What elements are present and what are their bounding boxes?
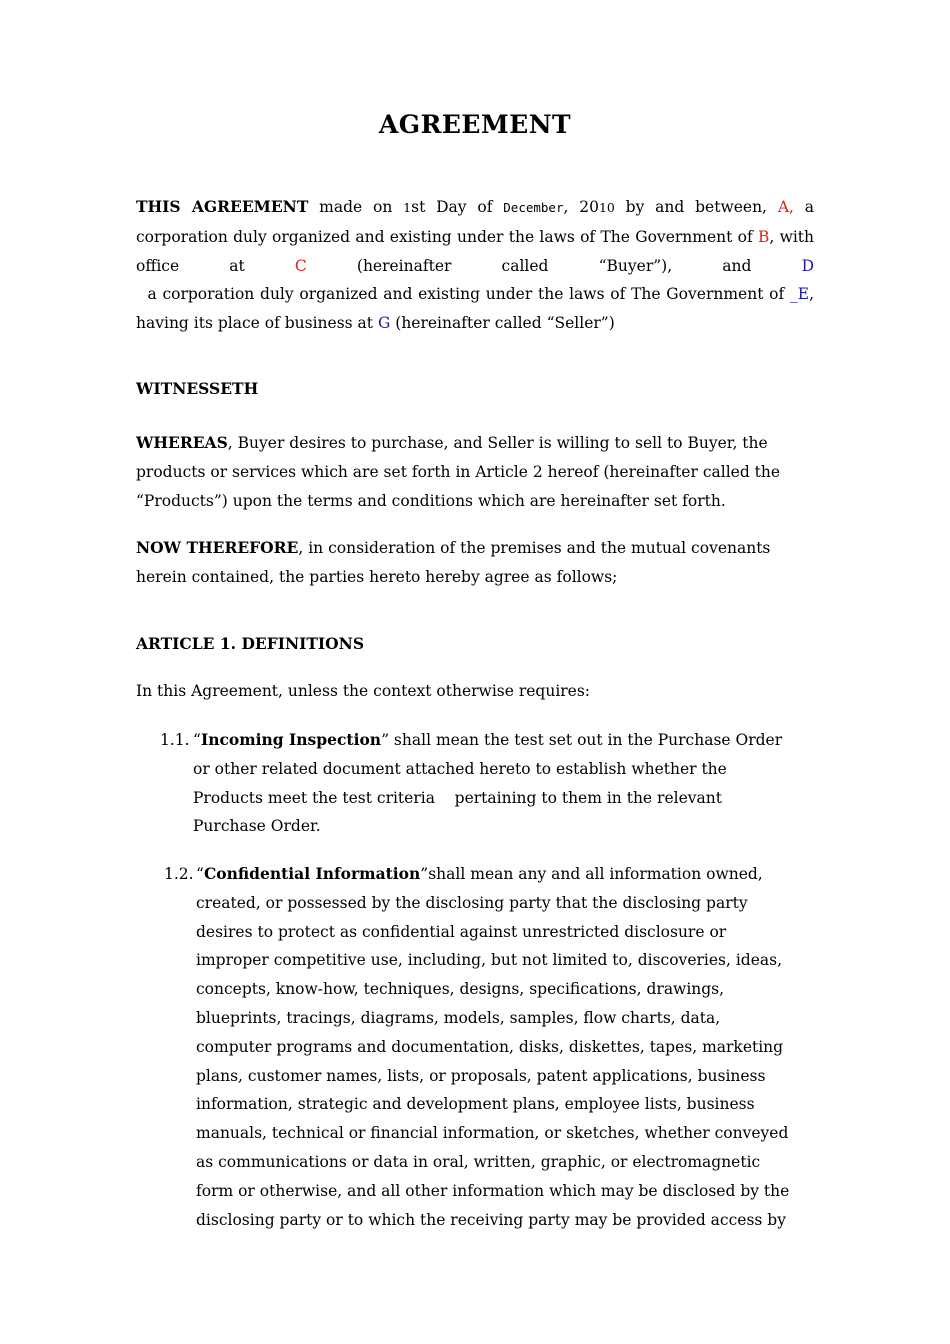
intro-text: , 20 (563, 198, 599, 216)
now-therefore-lead: NOW THEREFORE (136, 538, 299, 557)
party-b-placeholder: B (757, 227, 770, 246)
whereas-text: , Buyer desires to purchase, and Seller is willing to sell to Buyer, the products or services which are set forth in Article 2 hereof (hereinafter called the “Products”) upon the terms and conditions which are hereinafter set forth. (136, 434, 781, 510)
whereas-lead: WHEREAS (136, 433, 228, 452)
witnesseth-heading: WITNESSETH (136, 379, 259, 398)
intro-text: , with office at (136, 227, 814, 275)
intro-text: a corporation duly organized and existing under the laws of The Government of (136, 285, 790, 304)
party-a-placeholder: A, (777, 198, 794, 216)
definition-number: 1.2. (164, 865, 194, 883)
intro-text: made on (308, 198, 404, 216)
article-1-intro: In this Agreement, unless the context otherwise requires: (136, 682, 591, 700)
whereas-paragraph (136, 429, 816, 515)
definition-line: desires to protect as confidential against unrestricted disclosure or (196, 922, 727, 941)
intro-text: , having its place of business at (136, 285, 814, 333)
definition-line: concepts, know-how, techniques, designs, specifications, drawings, (196, 980, 725, 999)
definition-line: created, or possessed by the disclosing party that the disclosing party (196, 893, 748, 912)
definition-line: or other related document attached hereto to establish whether the (193, 759, 727, 778)
now-therefore-paragraph (136, 534, 816, 592)
party-g-placeholder: G (377, 314, 391, 333)
intro-year: 10 (598, 200, 615, 215)
intro-text: a corporation duly organized and existing under the laws of The Government of (136, 198, 814, 246)
party-e-placeholder: _E (789, 285, 810, 304)
definition-term: Incoming Inspection (200, 730, 382, 749)
definition-line: blueprints, tracings, diagrams, models, samples, flow charts, data, (196, 1008, 721, 1027)
intro-paragraph (136, 193, 814, 338)
open-quote: “ (193, 731, 201, 749)
definition-line: disclosing party or to which the receiving party may be provided access by (196, 1210, 786, 1229)
intro-text: st Day of (411, 198, 504, 216)
document-title: AGREEMENT (378, 110, 572, 139)
definition-line (196, 860, 789, 889)
definition-1-2 (164, 860, 790, 1234)
now-therefore-text: , in consideration of the premises and the mutual covenants herein contained, the parties hereto hereby agree as follows; (136, 539, 771, 586)
definition-line: as communications or data in oral, written, graphic, or electromagnetic (196, 1152, 761, 1171)
definition-line: plans, customer names, lists, or proposals, patent applications, business (196, 1066, 766, 1085)
definition-line: information, strategic and development plans, employee lists, business (196, 1095, 755, 1114)
party-d-placeholder: D (801, 256, 814, 275)
intro-lead: THIS AGREEMENT (136, 197, 309, 216)
definition-line: Purchase Order. (193, 817, 321, 836)
open-quote: “ (196, 865, 204, 883)
article-1-heading: ARTICLE 1. DEFINITIONS (136, 634, 365, 653)
definition-number: 1.1. (160, 731, 190, 749)
definition-text: ” shall mean the test set out in the Purchase Order (381, 731, 783, 749)
intro-month: December (503, 200, 564, 215)
definition-line (193, 726, 782, 755)
intro-text: by and between, (614, 198, 778, 216)
intro-day: 1 (403, 200, 412, 215)
definition-1-1 (160, 726, 783, 841)
definition-line: manuals, technical or financial information, or sketches, whether conveyed (196, 1124, 789, 1143)
definition-term: Confidential Information (203, 864, 421, 883)
intro-text: (hereinafter called “Buyer”), and (306, 256, 802, 275)
definition-text: ”shall mean any and all information owned, (420, 865, 763, 883)
definition-line: form or otherwise, and all other information which may be disclosed by the (196, 1181, 790, 1200)
definition-line: computer programs and documentation, disks, diskettes, tapes, marketing (196, 1037, 784, 1056)
party-c-placeholder: C (294, 256, 307, 275)
definition-line: improper competitive use, including, but not limited to, discoveries, ideas, (196, 951, 783, 970)
definition-line: Products meet the test criteria pertaining to them in the relevant (193, 788, 722, 807)
intro-text: (hereinafter called “Seller”) (390, 314, 615, 333)
